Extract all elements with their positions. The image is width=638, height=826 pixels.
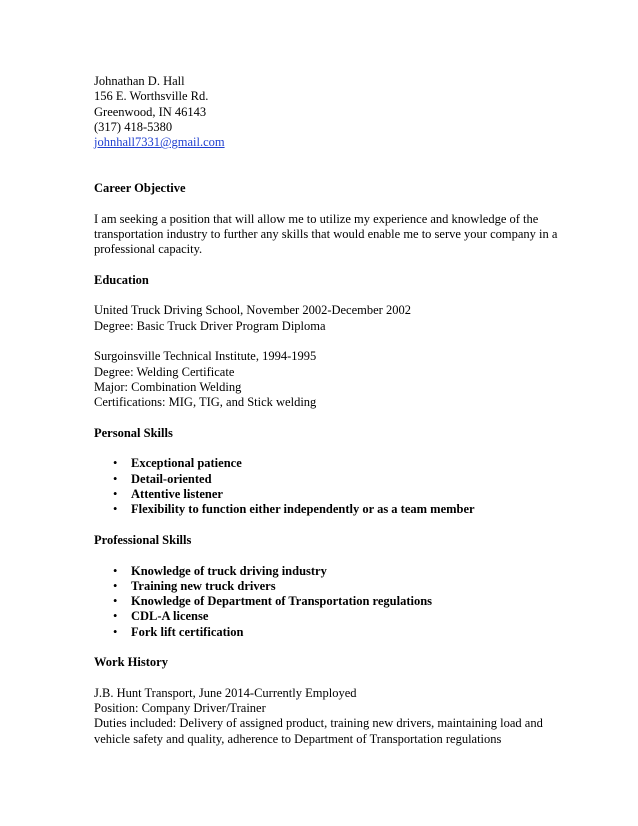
list-item: • Knowledge of Department of Transportation regulations	[113, 594, 433, 609]
contact-name: Johnathan D. Hall	[94, 74, 185, 88]
education-major-2: Major: Combination Welding	[94, 379, 242, 394]
career-objective-text: I am seeking a position that will allow me to utilize my experience and knowledge of the transportation industry to further any skills that would enable me to serve your company in a professional capacity.	[94, 211, 558, 257]
list-item: • Knowledge of truck driving industry	[113, 563, 327, 578]
professional-skills-heading: Professional Skills	[94, 532, 192, 547]
bullet-icon: •	[113, 487, 118, 502]
education-heading: Education	[94, 272, 149, 287]
section-professional-skills	[94, 533, 564, 640]
work-history-heading: Work History	[94, 655, 168, 670]
education-certifications-2: Certifications: MIG, TIG, and Stick welding	[94, 395, 317, 410]
personal-skills-list	[94, 456, 564, 517]
work-history-duties: Duties included: Delivery of assigned product, training new drivers, maintaining load and vehicle safety and quality, adherence to Department of Transportation regulations	[94, 716, 543, 746]
bullet-icon: •	[113, 502, 118, 517]
work-history-position: Position: Company Driver/Trainer	[94, 701, 266, 716]
section-personal-skills	[94, 426, 564, 518]
work-history-employer: J.B. Hunt Transport, June 2014-Currently Employed	[94, 685, 357, 700]
personal-skills-heading: Personal Skills	[94, 425, 173, 440]
education-degree-2: Degree: Welding Certificate	[94, 364, 235, 379]
career-objective-heading: Career Objective	[94, 181, 186, 196]
contact-email-link[interactable]: johnhall7331@gmail.com	[94, 135, 225, 150]
contact-street: 156 E. Worthsville Rd.	[94, 89, 209, 104]
list-item: • Training new truck drivers	[113, 578, 276, 593]
bullet-icon: •	[113, 471, 118, 486]
section-education	[94, 273, 564, 411]
list-item: • Flexibility to function either independently or as a team member	[113, 502, 475, 517]
list-item: • Attentive listener	[113, 487, 223, 502]
education-school-2: Surgoinsville Technical Institute, 1994-1995	[94, 349, 317, 364]
resume-document	[94, 74, 564, 747]
list-item: • Detail-oriented	[113, 471, 212, 486]
bullet-icon: •	[113, 456, 118, 471]
bullet-icon: •	[113, 594, 118, 609]
list-item: • Exceptional patience	[113, 456, 242, 471]
list-item: • CDL-A license	[113, 609, 209, 624]
professional-skills-list	[94, 564, 564, 640]
contact-block	[94, 74, 564, 150]
contact-city: Greenwood, IN 46143	[94, 104, 207, 119]
list-item: • Fork lift certification	[113, 624, 244, 639]
contact-phone: (317) 418-5380	[94, 119, 173, 134]
education-degree-1: Degree: Basic Truck Driver Program Diploma	[94, 318, 326, 333]
bullet-icon: •	[113, 578, 118, 593]
education-school-1: United Truck Driving School, November 2002-December 2002	[94, 303, 411, 318]
bullet-icon: •	[113, 609, 118, 624]
section-career-objective	[94, 181, 564, 257]
bullet-icon: •	[113, 624, 118, 639]
section-work-history	[94, 655, 564, 747]
bullet-icon: •	[113, 563, 118, 578]
